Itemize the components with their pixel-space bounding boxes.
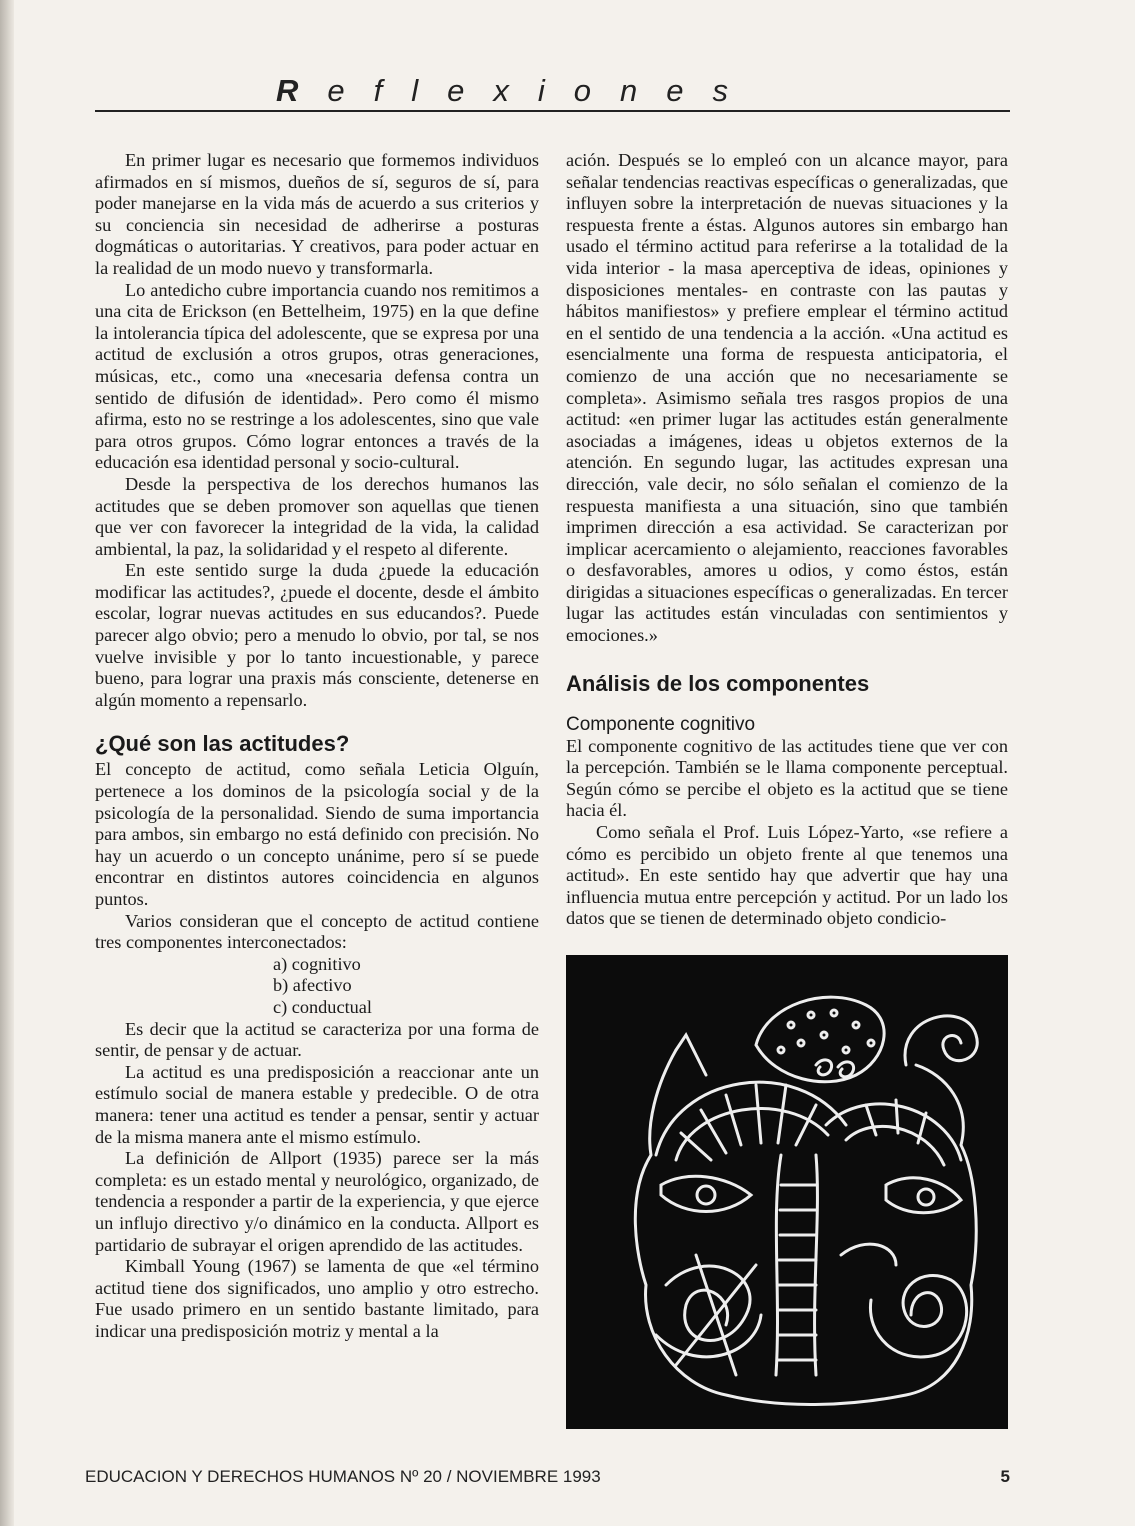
list-item: a) cognitivo bbox=[273, 953, 361, 974]
page-footer bbox=[85, 1467, 1010, 1487]
left-column bbox=[95, 150, 539, 1342]
paragraph: El concepto de actitud, como señala Leticia Olguín, pertenece a los dominos de la psicología social y de la psicología de la personalidad. Siendo de suma importancia para ambos, sin embargo no está definido con precisión. No hay un acuerdo o un concepto unánime, pero sí se puede encontrar en distintos autores coincidencia en algunos puntos. bbox=[95, 759, 539, 909]
paragraph: Kimball Young (1967) se lamenta de que «el término actitud tiene dos significados, uno amplio y otro estrecho. Fue usado primero en un sentido bastante limitado, para indicar una predisposición motriz y mental a la bbox=[95, 1256, 539, 1341]
publication-info: EDUCACION Y DERECHOS HUMANOS Nº 20 / NOVIEMBRE 1993 bbox=[85, 1467, 601, 1486]
paragraph: La definición de Allport (1935) parece ser la más completa: es un estado mental y neurológico, organizado, de tendencia a responder a partir de la experiencia, y que ejerce un influjo directivo y/o dinámico en la conducta. Allport es partidario de subrayar el origen aprendido de las actitudes. bbox=[95, 1148, 539, 1255]
paragraph: En este sentido surge la duda ¿puede la educación modificar las actitudes?, ¿puede el docente, desde el ámbito escolar, lograr nuevas actitudes en sus educandos?. Puede parecer algo obvio; pero a menudo lo obvio, por tal, se nos vuelve invisible y por lo tanto incuestionable, y parece bueno, para lograr una praxis más consciente, detenerse en algún momento a repensarlo. bbox=[95, 560, 539, 710]
illustration bbox=[566, 955, 1008, 1429]
paragraph: Varios consideran que el concepto de actitud contiene tres componentes interconectados: bbox=[95, 910, 539, 953]
paragraph: Desde la perspectiva de los derechos humanos las actitudes que se deben promover son aquellas que tienen que ver con favorecer la integridad de la vida, la calidad ambiental, la paz, la solidaridad y el respeto al diferente. bbox=[95, 473, 539, 559]
list-item: c) conductual bbox=[273, 996, 372, 1017]
section-heading: ¿Qué son las actitudes? bbox=[95, 731, 350, 757]
paragraph: Es decir que la actitud se caracteriza por una forma de sentir, de pensar y de actuar. bbox=[95, 1018, 539, 1061]
paragraph: Lo antedicho cubre importancia cuando nos remitimos a una cita de Erickson (en Bettelheim, 1975) en la que define la intolerancia típica del adolescente, que se expresa por una actitud de exclusión a otros grupos, otras generaciones, músicas, etc., como una «necesaria defensa contra un sentido de difusión de identidad». Pero como él mismo afirma, esto no se restringe a los adolescentes, sino que vale para otros grupos. Cómo lograr entonces a través de la educación esa identidad personal y socio-cultural. bbox=[95, 279, 539, 473]
paragraph: En primer lugar es necesario que formemos individuos afirmados en sí mismos, dueños de sí, seguros de sí, para poder manejarse en la vida más de acuerdo a sus criterios y su conciencia sin necesidad de adherirse a posturas dogmáticas o autoritarias. Y creativos, para poder actuar en la realidad de un modo nuevo y transformarla. bbox=[95, 150, 539, 278]
subsection-heading: Componente cognitivo bbox=[566, 713, 756, 735]
right-column bbox=[566, 150, 1008, 930]
paragraph: ación. Después se lo empleó con un alcance mayor, para señalar tendencias reactivas específicas o generalizadas, que influyen sobre la interpretación de nuevas situaciones y la respuesta frente a éstas. Algunos autores sin embargo han usado el término actitud para referirse a la totalidad de la vida interior - la masa aperceptiva de ideas, opiniones y disposiciones mentales- en contraste con las pautas y hábitos manifiestos» y prefiere emplear el término actitud en el sentido de una tendencia a la acción. «Una actitud es esencialmente una forma de respuesta anticipatoria, el comienzo de una acción que no necesariamente se completa». Asimismo señala tres rasgos propios de una actitud: «en primer lugar las actitudes están generalmente asociadas a imágenes, ideas u objetos externos de la atención. En segundo lugar, las actitudes expresan una dirección, vale decir, no sólo señalan el comienzo de la respuesta manifiesta a una situación, sino que también imprimen dirección a esa actividad. Se caracterizan por implicar acercamiento o alejamiento, reacciones favorables o desfavorables, amores u odios, y como éstos, están dirigidas a situaciones específicas o generalizadas. En tercer lugar las actitudes están vinculadas con sentimientos y emociones.» bbox=[566, 150, 1008, 646]
section-header bbox=[95, 74, 1010, 112]
abstract-drawing bbox=[566, 955, 1008, 1429]
paragraph: La actitud es una predisposición a reaccionar ante un estímulo social de manera estable y predecible. O de otra manera: tener una actitud es tender a pensar, sentir y actuar de la misma manera ante el mismo estímulo. bbox=[95, 1061, 539, 1147]
section-heading: Análisis de los componentes bbox=[566, 670, 870, 696]
title-rest: eflexiones bbox=[327, 73, 757, 108]
page-number: 5 bbox=[1000, 1467, 1010, 1486]
list-item: b) afectivo bbox=[273, 975, 352, 996]
page-fold-shadow bbox=[0, 0, 14, 1526]
paragraph: Como señala el Prof. Luis López-Yarto, «se refiere a cómo es percibido un objeto frente al que tenemos una actitud». En este sentido hay que advertir que hay una influencia mutua entre percepción y actitud. Por un lado los datos que se tienen de determinado objeto condicio- bbox=[566, 822, 1008, 929]
paragraph: El componente cognitivo de las actitudes tiene que ver con la percepción. También se le llama componente perceptual. Según cómo se percibe el objeto es la actitud que se tiene hacia él. bbox=[566, 735, 1008, 821]
section-title bbox=[276, 73, 757, 108]
title-initial: R bbox=[276, 73, 328, 108]
components-list bbox=[95, 954, 539, 1019]
